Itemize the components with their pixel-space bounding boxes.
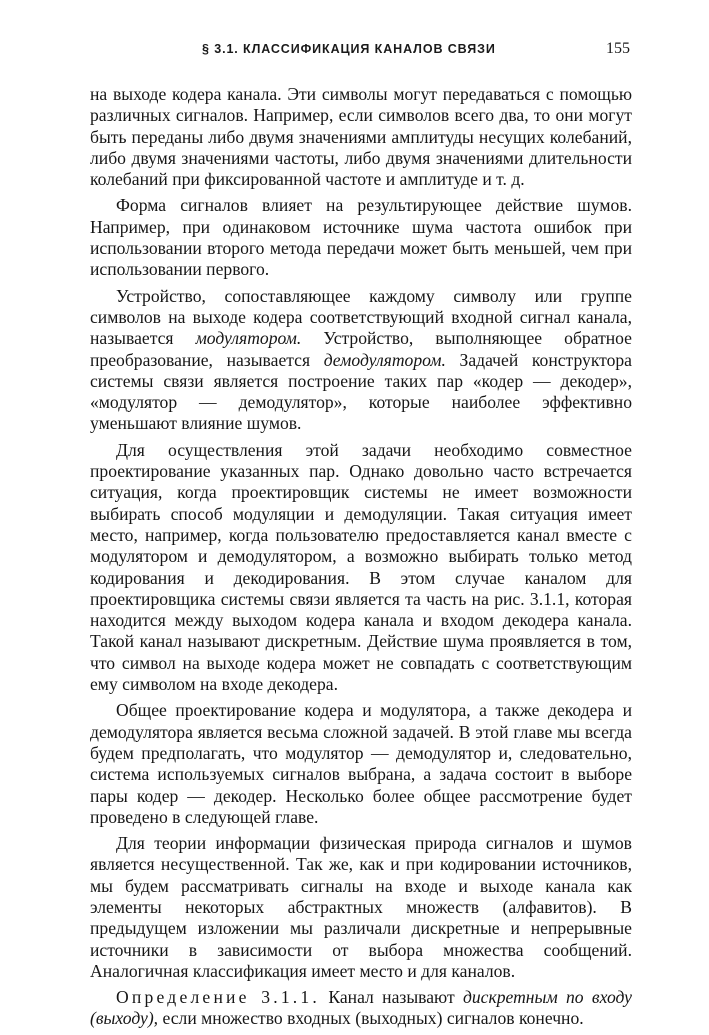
definition-text-a: Канал называют xyxy=(320,987,463,1008)
definition-heading: Определение 3.1.1. xyxy=(116,987,321,1008)
paragraph-2: Форма сигналов влияет на результирующее действие шумов. Например, при одинаковом источнике шума частота ошибок при использовании второго метода передачи может быть меньшей, чем при использовании первого. xyxy=(90,195,632,280)
paragraph-6: Для теории информации физическая природа сигналов и шумов является несущественной. Так же, как и при кодировании источников, мы будем рассматривать сигналы на входе и выходе канала как элементы некоторых абстрактных множеств (алфавитов). В предыдущем изложении мы различали дискретные и непрерывные источники в зависимости от выбора множества сообщений. Аналогичная классификация имеет место и для каналов. xyxy=(90,833,632,981)
paragraph-3-text-c: Задачей конструктора системы связи является построение таких пар «кодер — декодер», «модулятор — демодулятор», которые наиболее эффективно уменьшают влияние шумов. xyxy=(90,349,632,434)
term-modulator: модулятором. xyxy=(195,328,302,349)
paragraph-3 xyxy=(90,286,632,435)
term-discrete-channel: дискретным по входу (выходу), xyxy=(90,987,632,1029)
paragraph-5: Общее проектирование кодера и модулятора, а также декодера и демодулятора является весьма сложной задачей. В этой главе мы всегда будем предполагать, что модулятор — демодулятор и, следовательно, система используемых сигналов выбрана, а задача состоит в выборе пары кодер — декодер. Несколько более общее рассмотрение будет проведено в следующей главе. xyxy=(90,700,632,827)
running-head: § 3.1. КЛАССИФИКАЦИЯ КАНАЛОВ СВЯЗИ xyxy=(202,42,496,56)
page-number: 155 xyxy=(606,40,630,57)
definition-text-b: если множество входных (выходных) сигналов конечно. xyxy=(158,1008,584,1029)
term-demodulator: демодулятором. xyxy=(323,349,446,370)
body-text xyxy=(90,84,632,1035)
paragraph-4: Для осуществления этой задачи необходимо совместное проектирование указанных пар. Однако довольно часто встречается ситуация, когда проектировщик системы не имеет возможности выбирать способ модуляции и демодуляции. Такая ситуация имеет место, например, когда пользователю предоставляется канал вместе с модулятором и демодулятором, а возможно выбирать только метод кодирования и декодирования. В этом случае каналом для проектировщика системы связи является та часть на рис. 3.1.1, которая находится между выходом кодера канала и входом декодера канала. Такой канал называют дискретным. Действие шума проявляется в том, что символ на выходе кодера может не совпадать с соответствующим ему символом на входе декодера. xyxy=(90,439,632,695)
definition-paragraph xyxy=(90,987,632,1030)
paragraph-3-text-a: Устройство, сопоставляющее каждому символу или группе символов на выходе кодера соответствующий входной сигнал канала, называется xyxy=(90,285,632,349)
page-header xyxy=(90,42,630,64)
paragraph-1: на выходе кодера канала. Эти символы могут передаваться с помощью различных сигналов. Например, если символов всего два, то они могут быть переданы либо двумя значениями амплитуды несущих колебаний, либо двумя значениями частоты, либо двумя значениями длительности колебаний при фиксированной частоте и амплитуде и т. д. xyxy=(90,84,632,190)
paragraph-3-text-b: Устройство, выполняющее обратное преобразование, называется xyxy=(90,328,632,370)
